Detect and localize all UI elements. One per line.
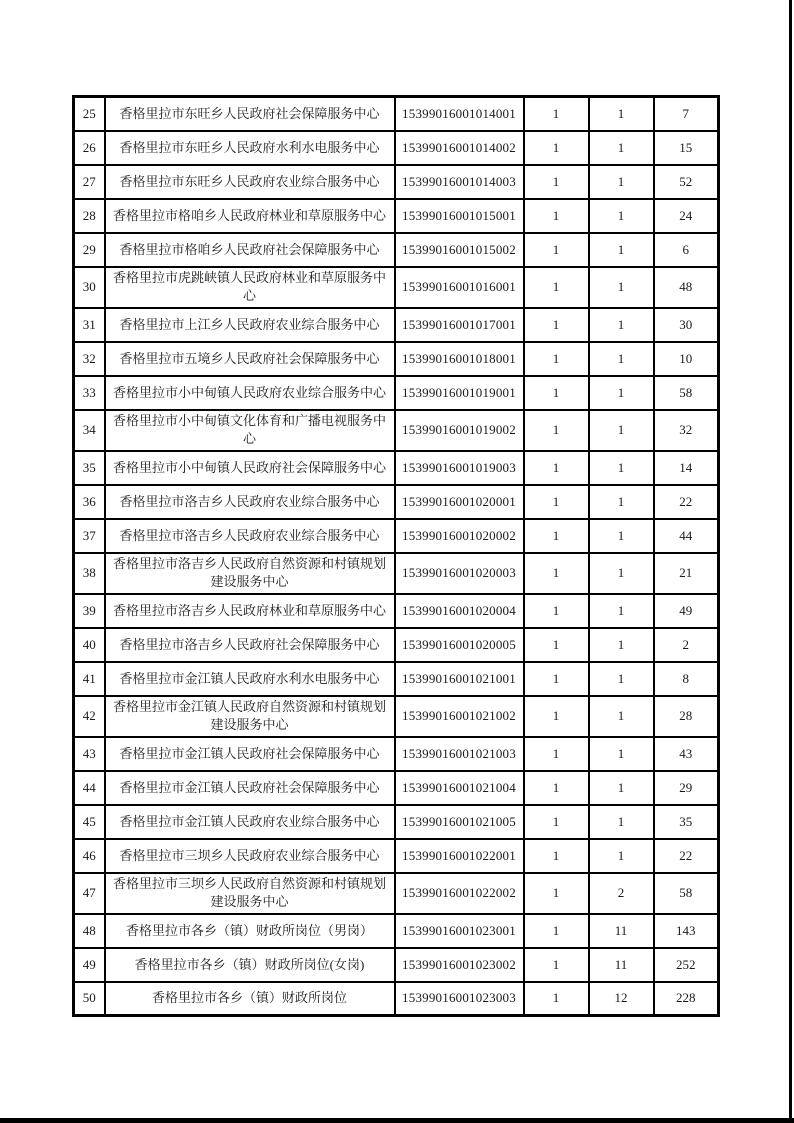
row-number-cell: 48 [74, 914, 105, 948]
table-row [74, 839, 719, 873]
value-1-cell: 1 [524, 737, 589, 771]
table-row [74, 737, 719, 771]
position-name-cell: 香格里拉市各乡（镇）财政所岗位(女岗) [105, 948, 395, 982]
value-1-cell: 1 [524, 771, 589, 805]
value-1-cell: 1 [524, 696, 589, 737]
value-1-cell: 1 [524, 267, 589, 308]
row-number-cell: 40 [74, 628, 105, 662]
row-number-cell: 45 [74, 805, 105, 839]
position-name-cell: 香格里拉市小中甸镇人民政府社会保障服务中心 [105, 451, 395, 485]
position-code-cell: 15399016001019003 [395, 451, 524, 485]
value-2-cell: 12 [589, 982, 654, 1016]
position-name-cell: 香格里拉市金江镇人民政府水利水电服务中心 [105, 662, 395, 696]
position-name-cell: 香格里拉市金江镇人民政府社会保障服务中心 [105, 737, 395, 771]
value-2-cell: 1 [589, 628, 654, 662]
value-2-cell: 1 [589, 308, 654, 342]
value-3-cell: 8 [654, 662, 719, 696]
value-1-cell: 1 [524, 662, 589, 696]
row-number-cell: 44 [74, 771, 105, 805]
value-2-cell: 1 [589, 165, 654, 199]
value-1-cell: 1 [524, 199, 589, 233]
value-3-cell: 49 [654, 594, 719, 628]
position-name-cell: 香格里拉市小中甸镇文化体育和广播电视服务中心 [105, 410, 395, 451]
value-1-cell: 1 [524, 342, 589, 376]
table-row [74, 519, 719, 553]
value-3-cell: 48 [654, 267, 719, 308]
position-name-cell: 香格里拉市金江镇人民政府自然资源和村镇规划建设服务中心 [105, 696, 395, 737]
position-code-cell: 15399016001014002 [395, 131, 524, 165]
value-1-cell: 1 [524, 131, 589, 165]
position-name-cell: 香格里拉市三坝乡人民政府农业综合服务中心 [105, 839, 395, 873]
position-name-cell: 香格里拉市格咱乡人民政府林业和草原服务中心 [105, 199, 395, 233]
table-row [74, 594, 719, 628]
row-number-cell: 36 [74, 485, 105, 519]
row-number-cell: 46 [74, 839, 105, 873]
value-3-cell: 22 [654, 839, 719, 873]
value-2-cell: 1 [589, 376, 654, 410]
value-2-cell: 1 [589, 131, 654, 165]
position-code-cell: 15399016001016001 [395, 267, 524, 308]
position-code-cell: 15399016001022002 [395, 873, 524, 914]
position-name-cell: 香格里拉市各乡（镇）财政所岗位（男岗） [105, 914, 395, 948]
table-row [74, 410, 719, 451]
value-1-cell: 1 [524, 839, 589, 873]
value-3-cell: 28 [654, 696, 719, 737]
table-row [74, 267, 719, 308]
value-2-cell: 1 [589, 839, 654, 873]
value-3-cell: 15 [654, 131, 719, 165]
position-code-cell: 15399016001020004 [395, 594, 524, 628]
position-code-cell: 15399016001021004 [395, 771, 524, 805]
table-row [74, 233, 719, 267]
position-code-cell: 15399016001022001 [395, 839, 524, 873]
position-code-cell: 15399016001014003 [395, 165, 524, 199]
page-edge-right-line [789, 0, 792, 1123]
value-3-cell: 52 [654, 165, 719, 199]
row-number-cell: 50 [74, 982, 105, 1016]
positions-table-body [74, 97, 719, 1016]
value-2-cell: 1 [589, 97, 654, 131]
value-3-cell: 35 [654, 805, 719, 839]
row-number-cell: 41 [74, 662, 105, 696]
value-3-cell: 30 [654, 308, 719, 342]
position-code-cell: 15399016001020002 [395, 519, 524, 553]
value-2-cell: 1 [589, 737, 654, 771]
value-2-cell: 11 [589, 948, 654, 982]
position-name-cell: 香格里拉市金江镇人民政府农业综合服务中心 [105, 805, 395, 839]
value-1-cell: 1 [524, 165, 589, 199]
value-1-cell: 1 [524, 553, 589, 594]
value-1-cell: 1 [524, 948, 589, 982]
value-1-cell: 1 [524, 873, 589, 914]
value-2-cell: 1 [589, 410, 654, 451]
table-row [74, 805, 719, 839]
value-2-cell: 1 [589, 805, 654, 839]
row-number-cell: 38 [74, 553, 105, 594]
value-3-cell: 10 [654, 342, 719, 376]
position-code-cell: 15399016001021001 [395, 662, 524, 696]
value-1-cell: 1 [524, 308, 589, 342]
position-name-cell: 香格里拉市金江镇人民政府社会保障服务中心 [105, 771, 395, 805]
position-code-cell: 15399016001017001 [395, 308, 524, 342]
row-number-cell: 49 [74, 948, 105, 982]
value-2-cell: 11 [589, 914, 654, 948]
row-number-cell: 37 [74, 519, 105, 553]
position-name-cell: 香格里拉市洛吉乡人民政府农业综合服务中心 [105, 485, 395, 519]
table-row [74, 553, 719, 594]
value-1-cell: 1 [524, 982, 589, 1016]
position-code-cell: 15399016001019001 [395, 376, 524, 410]
position-name-cell: 香格里拉市三坝乡人民政府自然资源和村镇规划建设服务中心 [105, 873, 395, 914]
value-3-cell: 43 [654, 737, 719, 771]
row-number-cell: 39 [74, 594, 105, 628]
value-2-cell: 1 [589, 662, 654, 696]
table-row [74, 873, 719, 914]
position-code-cell: 15399016001015001 [395, 199, 524, 233]
position-name-cell: 香格里拉市洛吉乡人民政府农业综合服务中心 [105, 519, 395, 553]
row-number-cell: 42 [74, 696, 105, 737]
value-3-cell: 143 [654, 914, 719, 948]
row-number-cell: 25 [74, 97, 105, 131]
value-1-cell: 1 [524, 805, 589, 839]
value-3-cell: 228 [654, 982, 719, 1016]
table-row [74, 485, 719, 519]
position-code-cell: 15399016001021005 [395, 805, 524, 839]
value-3-cell: 21 [654, 553, 719, 594]
value-2-cell: 1 [589, 771, 654, 805]
table-row [74, 376, 719, 410]
position-code-cell: 15399016001015002 [395, 233, 524, 267]
position-code-cell: 15399016001020005 [395, 628, 524, 662]
value-1-cell: 1 [524, 914, 589, 948]
value-2-cell: 1 [589, 267, 654, 308]
row-number-cell: 28 [74, 199, 105, 233]
table-row [74, 451, 719, 485]
table-row [74, 165, 719, 199]
value-3-cell: 252 [654, 948, 719, 982]
position-code-cell: 15399016001021003 [395, 737, 524, 771]
position-name-cell: 香格里拉市洛吉乡人民政府林业和草原服务中心 [105, 594, 395, 628]
table-row [74, 97, 719, 131]
value-3-cell: 2 [654, 628, 719, 662]
value-3-cell: 58 [654, 873, 719, 914]
row-number-cell: 47 [74, 873, 105, 914]
position-name-cell: 香格里拉市虎跳峡镇人民政府林业和草原服务中心 [105, 267, 395, 308]
position-name-cell: 香格里拉市格咱乡人民政府社会保障服务中心 [105, 233, 395, 267]
value-2-cell: 1 [589, 519, 654, 553]
position-name-cell: 香格里拉市小中甸镇人民政府农业综合服务中心 [105, 376, 395, 410]
position-name-cell: 香格里拉市洛吉乡人民政府社会保障服务中心 [105, 628, 395, 662]
position-name-cell: 香格里拉市东旺乡人民政府水利水电服务中心 [105, 131, 395, 165]
value-3-cell: 24 [654, 199, 719, 233]
value-2-cell: 1 [589, 199, 654, 233]
table-row [74, 982, 719, 1016]
row-number-cell: 29 [74, 233, 105, 267]
value-2-cell: 2 [589, 873, 654, 914]
table-row [74, 948, 719, 982]
value-3-cell: 58 [654, 376, 719, 410]
table-row [74, 342, 719, 376]
value-1-cell: 1 [524, 485, 589, 519]
value-1-cell: 1 [524, 410, 589, 451]
position-code-cell: 15399016001023003 [395, 982, 524, 1016]
row-number-cell: 43 [74, 737, 105, 771]
value-1-cell: 1 [524, 451, 589, 485]
positions-table [72, 95, 720, 1017]
value-3-cell: 32 [654, 410, 719, 451]
value-3-cell: 14 [654, 451, 719, 485]
position-name-cell: 香格里拉市各乡（镇）财政所岗位 [105, 982, 395, 1016]
position-code-cell: 15399016001020003 [395, 553, 524, 594]
table-row [74, 771, 719, 805]
row-number-cell: 34 [74, 410, 105, 451]
value-1-cell: 1 [524, 594, 589, 628]
table-row [74, 628, 719, 662]
position-code-cell: 15399016001021002 [395, 696, 524, 737]
value-2-cell: 1 [589, 342, 654, 376]
table-row [74, 914, 719, 948]
table-row [74, 308, 719, 342]
position-code-cell: 15399016001023001 [395, 914, 524, 948]
value-2-cell: 1 [589, 553, 654, 594]
position-name-cell: 香格里拉市五境乡人民政府社会保障服务中心 [105, 342, 395, 376]
table-row [74, 662, 719, 696]
table-row [74, 131, 719, 165]
row-number-cell: 30 [74, 267, 105, 308]
position-code-cell: 15399016001018001 [395, 342, 524, 376]
value-3-cell: 22 [654, 485, 719, 519]
row-number-cell: 33 [74, 376, 105, 410]
position-name-cell: 香格里拉市洛吉乡人民政府自然资源和村镇规划建设服务中心 [105, 553, 395, 594]
value-1-cell: 1 [524, 519, 589, 553]
value-1-cell: 1 [524, 233, 589, 267]
position-code-cell: 15399016001023002 [395, 948, 524, 982]
value-1-cell: 1 [524, 628, 589, 662]
value-2-cell: 1 [589, 485, 654, 519]
position-code-cell: 15399016001014001 [395, 97, 524, 131]
row-number-cell: 26 [74, 131, 105, 165]
position-name-cell: 香格里拉市东旺乡人民政府社会保障服务中心 [105, 97, 395, 131]
position-code-cell: 15399016001019002 [395, 410, 524, 451]
value-3-cell: 44 [654, 519, 719, 553]
value-3-cell: 7 [654, 97, 719, 131]
row-number-cell: 32 [74, 342, 105, 376]
position-name-cell: 香格里拉市东旺乡人民政府农业综合服务中心 [105, 165, 395, 199]
value-1-cell: 1 [524, 376, 589, 410]
table-row [74, 199, 719, 233]
value-2-cell: 1 [589, 696, 654, 737]
page-edge-bottom-line [0, 1118, 794, 1123]
value-2-cell: 1 [589, 594, 654, 628]
position-code-cell: 15399016001020001 [395, 485, 524, 519]
table-row [74, 696, 719, 737]
value-1-cell: 1 [524, 97, 589, 131]
row-number-cell: 31 [74, 308, 105, 342]
value-2-cell: 1 [589, 233, 654, 267]
value-3-cell: 29 [654, 771, 719, 805]
value-3-cell: 6 [654, 233, 719, 267]
row-number-cell: 35 [74, 451, 105, 485]
value-2-cell: 1 [589, 451, 654, 485]
position-name-cell: 香格里拉市上江乡人民政府农业综合服务中心 [105, 308, 395, 342]
row-number-cell: 27 [74, 165, 105, 199]
